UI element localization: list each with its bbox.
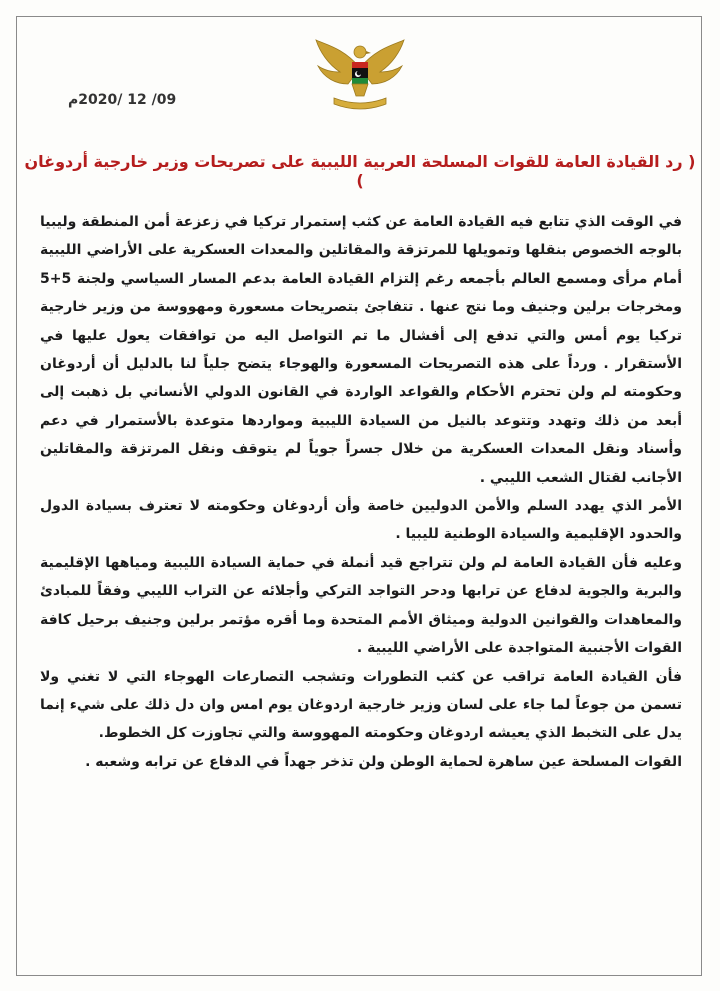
libya-eagle-emblem-icon [314, 38, 406, 112]
body-paragraph: وعليه فأن القيادة العامة لم ولن تتراجع قيد أنملة في حماية السيادة الليبية ومياهها الإقليمية والبرية والجوية لدفاع عن ترابها ودحر التواجد التركي وأجلائه عن التراب الليبي وفقاً للمبادئ والمعاهدات والقوانين الدولية وميثاق الأمم المتحدة وما أقره مؤتمر برلين وجنيف برحيل كافة القوات الأجنبية المتواجدة على الأراضي الليبية . [40, 554, 682, 657]
document-body [40, 208, 682, 776]
body-paragraph: فأن القيادة العامة تراقب عن كثب التطورات وتشجب التصارعات الهوجاء التي لا تغني ولا تسمن من جوعاً لما جاء على لسان وزير خارجية اردوغان يوم امس وان دل ذلك على شيء إنما يدل على التخبط الذي يعيشه اردوغان وحكومته المهووسة والتي تجاوزت كل الخطوط. [40, 668, 682, 742]
body-paragraph: الأمر الذي يهدد السلم والأمن الدوليين خاصة وأن أردوغان وحكومته لا تعترف بسيادة الدول والحدود الإقليمية والسيادة الوطنية لليبيا . [40, 498, 682, 543]
document-title: ( رد القيادة العامة للقوات المسلحة العربية الليبية على تصريحات وزير خارجية أردوغان ) [24, 152, 696, 190]
body-paragraph: في الوقت الذي تتابع فيه القيادة العامة عن كثب إستمرار تركيا في زعزعة أمن المنطقة وليبيا بالوجه الخصوص بنقلها وتمويلها للمرتزقة والمقاتلين والمعدات العسكرية على الأراضي الليبية أمام مرأى ومسمع العالم بأجمعه رغم إلتزام القيادة العامة بدعم المسار السياسي ولجنة 5+5 ومخرجات برلين وجنيف وما نتج عنها . تتفاجئ بتصريحات مسعورة ومهووسة من وزير خارجية تركيا يوم أمس والتي تدفع إلى أفشال ما تم التواصل اليه من توافقات يعول عليها في الأستقرار . ورداً على هذه التصريحات المسعورة والهوجاء يتضح جلياً لنا بالدليل أن أردوغان وحكومته لم ولن تحترم الأحكام والقواعد الواردة في القانون الدولي الأنساني بل ذهبت إلى أبعد من ذلك وتهدد وتتوعد بالنيل من السيادة الليبية ومواردها متوعدة بالأستمرار في دعم وأسناد ونقل المعدات العسكرية من خلال جسراً جوياً لم يتوقف ونقل المرتزقة والمقاتلين الأجانب لقتال الشعب الليبي . [40, 214, 682, 486]
body-paragraph: القوات المسلحة عين ساهرة لحماية الوطن ولن تذخر جهداً في الدفاع عن ترابه وشعبه . [85, 753, 682, 770]
document-date: 09/ 12 /2020م [68, 92, 177, 108]
